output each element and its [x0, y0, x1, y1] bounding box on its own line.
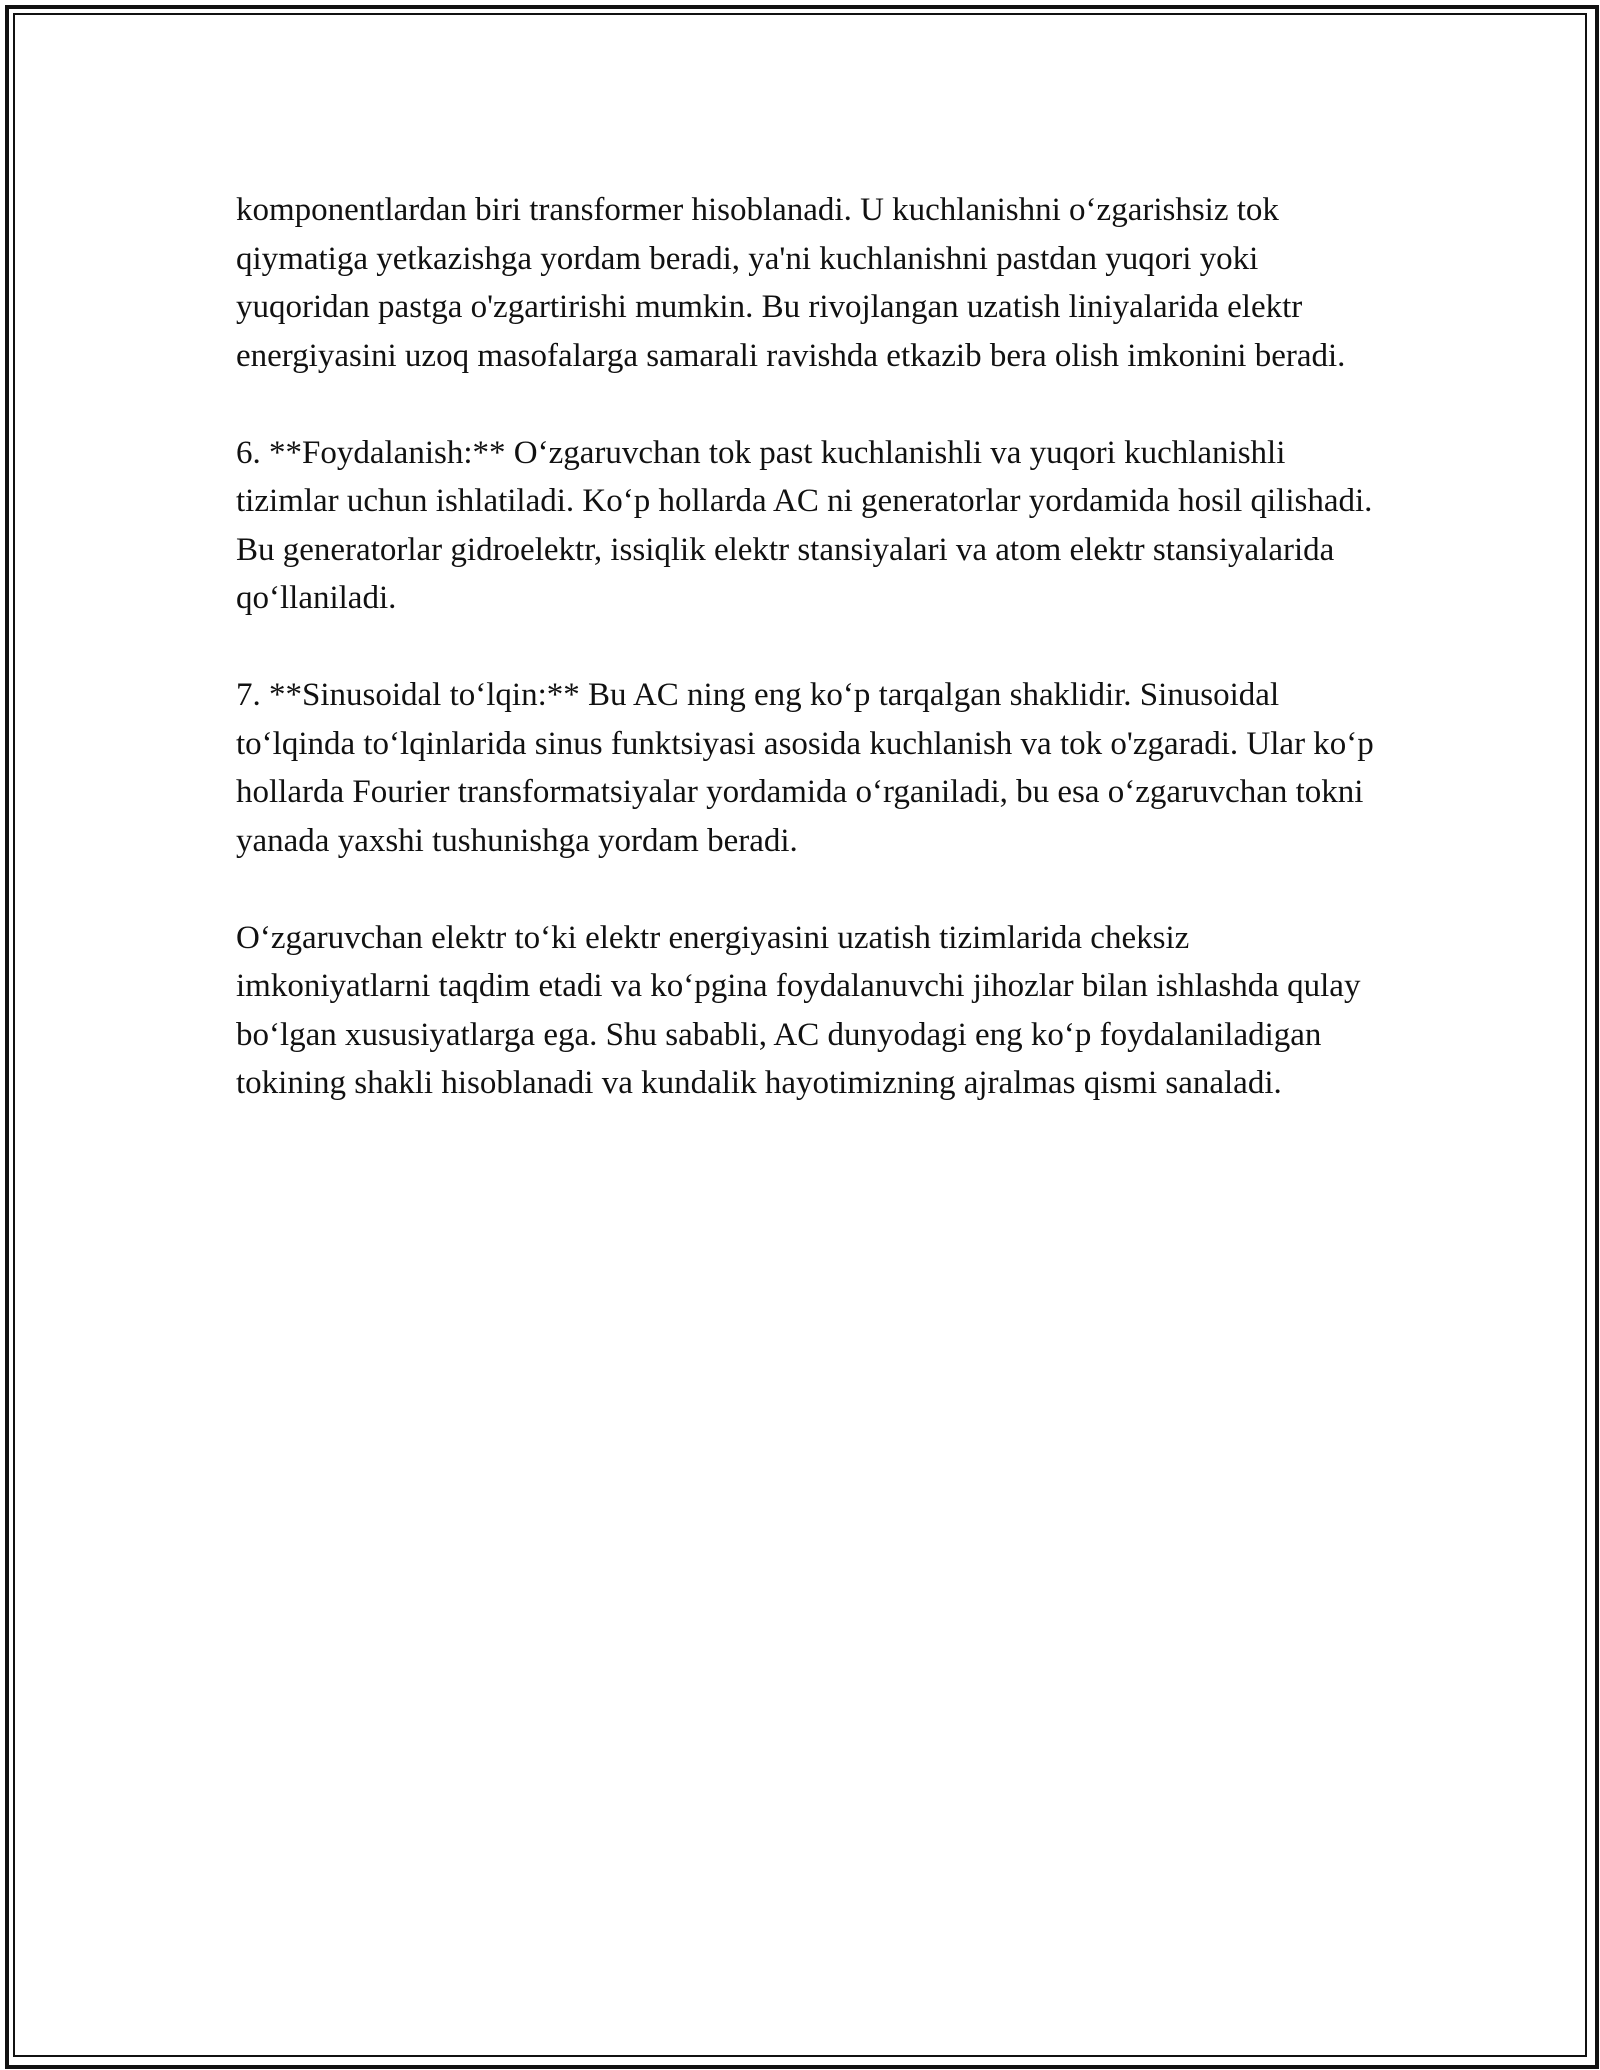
document-body [236, 186, 1381, 1156]
paragraph-usage: 6. **Foydalanish:** O‘zgaruvchan tok past kuchlanishli va yuqori kuchlanishli tizimlar uchun ishlatiladi. Ko‘p hollarda AC ni generatorlar yordamida hosil qilishadi. Bu generatorlar gidroelektr, issiqlik elektr stansiyalari va atom elektr stansiyalarida qo‘llaniladi. [236, 434, 1373, 616]
paragraph-sinusoidal-wave: 7. **Sinusoidal to‘lqin:** Bu AC ning eng ko‘p tarqalgan shaklidir. Sinusoidal to‘lqinda to‘lqinlarida sinus funktsiyasi asosida kuchlanish va tok o'zgaradi. Ular ko‘p hollarda Fourier transformatsiyalar yordamida o‘rganiladi, bu esa o‘zgaruvchan tokni yanada yaxshi tushunishga yordam beradi. [236, 677, 1374, 859]
paragraph-conclusion: O‘zgaruvchan elektr to‘ki elektr energiyasini uzatish tizimlarida cheksiz imkoniyatlarni taqdim etadi va ko‘pgina foydalanuvchi jihozlar bilan ishlashda qulay bo‘lgan xususiyatlarga ega. Shu sababli, AC dunyodagi eng ko‘p foydalaniladigan tokining shakli hisoblanadi va kundalik hayotimizning ajralmas qismi sanaladi. [236, 919, 1361, 1101]
paragraph-transformer: komponentlardan biri transformer hisoblanadi. U kuchlanishni o‘zgarishsiz tok qiymatiga yetkazishga yordam beradi, ya'ni kuchlanishni pastdan yuqori yoki yuqoridan pastga o'zgartirishi mumkin. Bu rivojlangan uzatish liniyalarida elektr energiyasini uzoq masofalarga samarali ravishda etkazib bera olish imkonini beradi. [236, 192, 1346, 374]
